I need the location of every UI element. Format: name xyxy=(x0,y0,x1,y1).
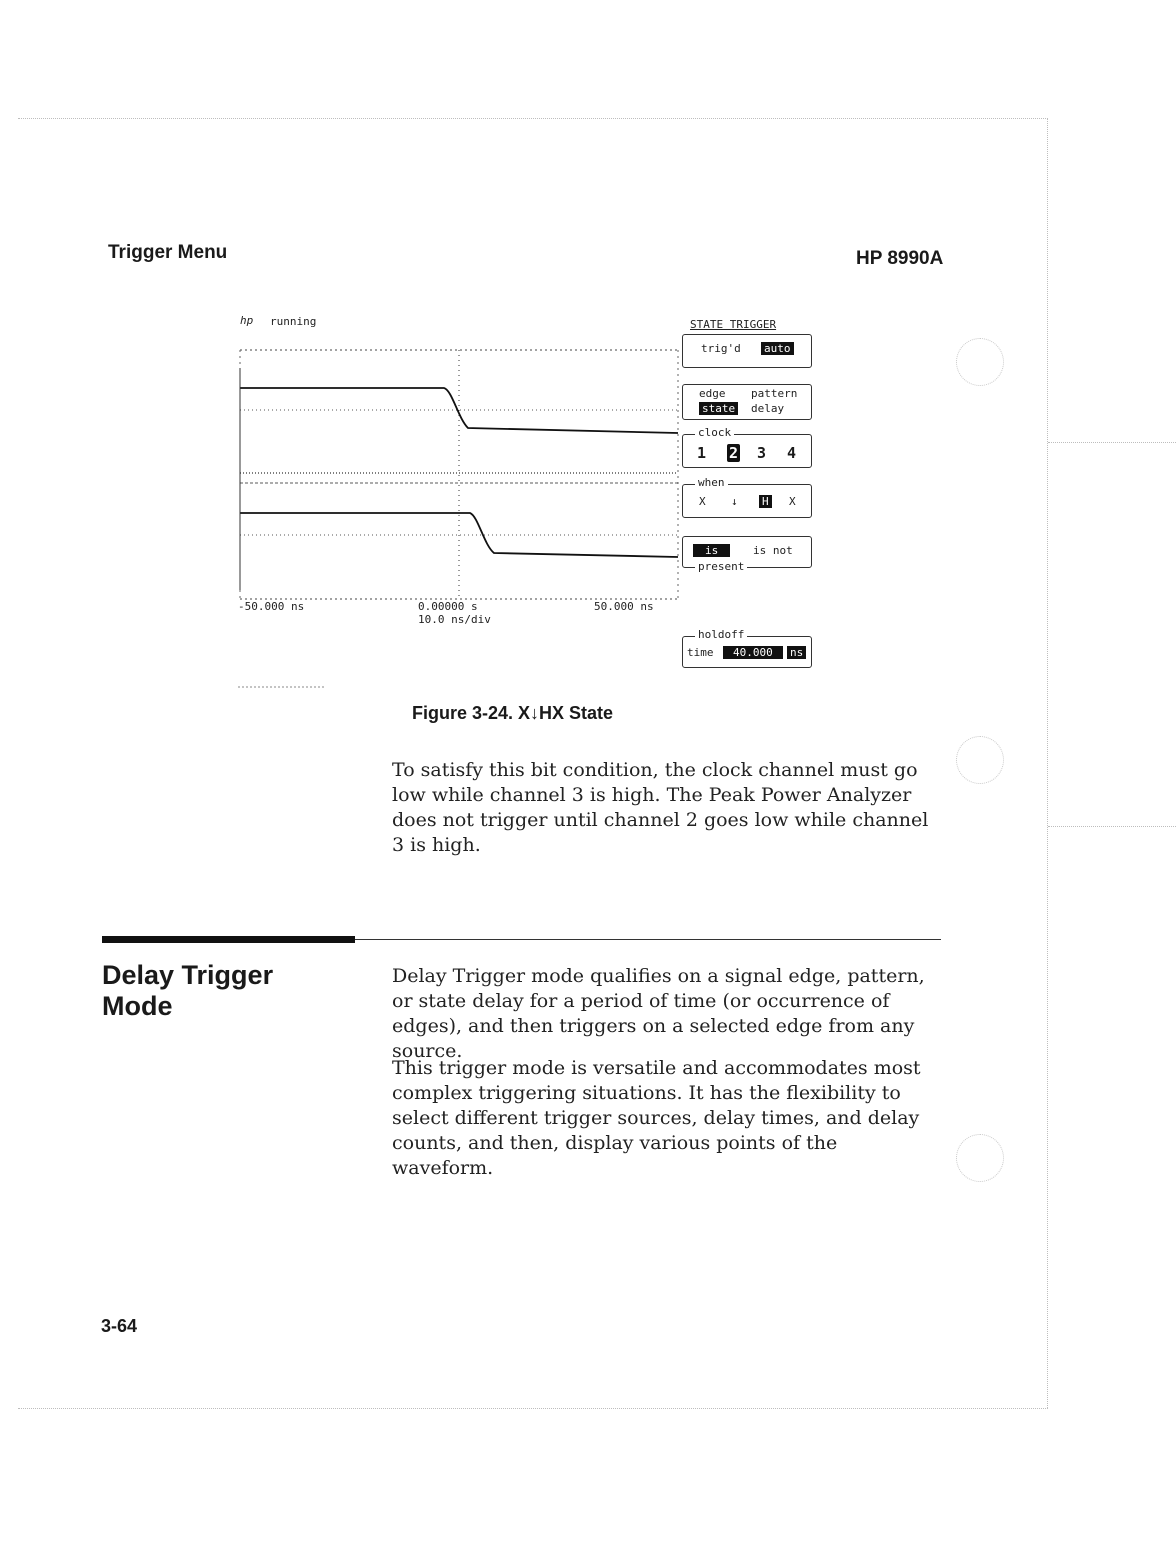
paragraph-trigger-versatility: This trigger mode is versatile and accommodates most complex triggering situations. It has the flexibility to select different trigger sources, delay times, and delay counts, and then, display various points of the waveform. xyxy=(392,1057,921,1179)
section-title: Trigger Menu xyxy=(108,242,228,263)
section-rule-thin xyxy=(355,939,941,940)
menu-title: STATE TRIGGER xyxy=(690,318,777,331)
is-not-option: is not xyxy=(753,544,793,557)
holdoff-time-label: time xyxy=(687,646,714,659)
when-bit-3: H xyxy=(759,495,772,508)
clock-label: clock xyxy=(695,426,734,439)
page-number: 3-64 xyxy=(101,1316,138,1336)
paragraph-delay-trigger: Delay Trigger mode qualifies on a signal edge, pattern, or state delay for a period of time (or occurrence of edges), and then triggers on a selected edge from any source. xyxy=(392,965,925,1062)
scope-screen xyxy=(232,310,822,690)
x-axis-left-label: -50.000 ns xyxy=(238,600,305,613)
holdoff-time-value: 40.000 xyxy=(723,646,783,659)
section-heading-line1: Delay Trigger xyxy=(102,960,274,990)
figure-caption: Figure 3-24. X↓HX State xyxy=(412,703,614,723)
section-heading-line2: Mode xyxy=(102,991,173,1021)
section-heading xyxy=(102,960,273,1022)
x-axis-right-label: 50.000 ns xyxy=(594,600,654,613)
page-border-top xyxy=(18,118,1048,119)
pattern-option: pattern xyxy=(751,387,798,400)
paragraph-bit-condition: To satisfy this bit condition, the clock channel must go low while channel 3 is high. The Peak Power Analyzer does not trigger until channel 2 goes low while channel 3 is high. xyxy=(392,759,929,856)
holdoff-time-unit: ns xyxy=(787,646,806,659)
delay-option: delay xyxy=(751,402,785,415)
holdoff-softkey[interactable] xyxy=(682,628,812,668)
clock-option-3: 3 xyxy=(757,444,767,462)
tab-edge-lower xyxy=(1048,826,1176,827)
when-bit-4: X xyxy=(789,495,796,508)
present-label: present xyxy=(695,560,747,573)
clock-option-1: 1 xyxy=(697,444,707,462)
status-text: running xyxy=(270,315,317,328)
when-bit-1: X xyxy=(699,495,706,508)
clock-option-2: 2 xyxy=(729,444,739,462)
state-option: state xyxy=(699,402,738,415)
binder-hole-middle xyxy=(956,736,1004,784)
product-name: HP 8990A xyxy=(856,248,944,269)
clock-softkey[interactable] xyxy=(682,426,812,468)
trig-label: trig'd xyxy=(701,342,741,355)
tab-edge-upper xyxy=(1048,442,1176,443)
present-softkey[interactable] xyxy=(682,536,812,573)
section-rule-thick xyxy=(102,936,355,943)
when-softkey[interactable] xyxy=(682,476,812,518)
edge-option: edge xyxy=(699,387,726,400)
x-axis-center-label: 0.00000 s xyxy=(418,600,478,613)
clock-option-4: 4 xyxy=(787,444,797,462)
is-option: is xyxy=(693,544,730,557)
trig-mode-softkey[interactable] xyxy=(682,334,812,368)
trig-value: auto xyxy=(761,342,794,355)
page-border-bottom xyxy=(18,1408,1048,1409)
hp-logo: hp xyxy=(240,314,254,327)
holdoff-label: holdoff xyxy=(695,628,747,641)
page-border-right xyxy=(1047,118,1048,1408)
when-label: when xyxy=(695,476,728,489)
binder-hole-top xyxy=(956,338,1004,386)
binder-hole-bottom xyxy=(956,1134,1004,1182)
trigger-type-softkey[interactable] xyxy=(682,384,812,420)
when-bit-2: ↓ xyxy=(731,495,738,508)
timebase-label: 10.0 ns/div xyxy=(418,613,491,626)
